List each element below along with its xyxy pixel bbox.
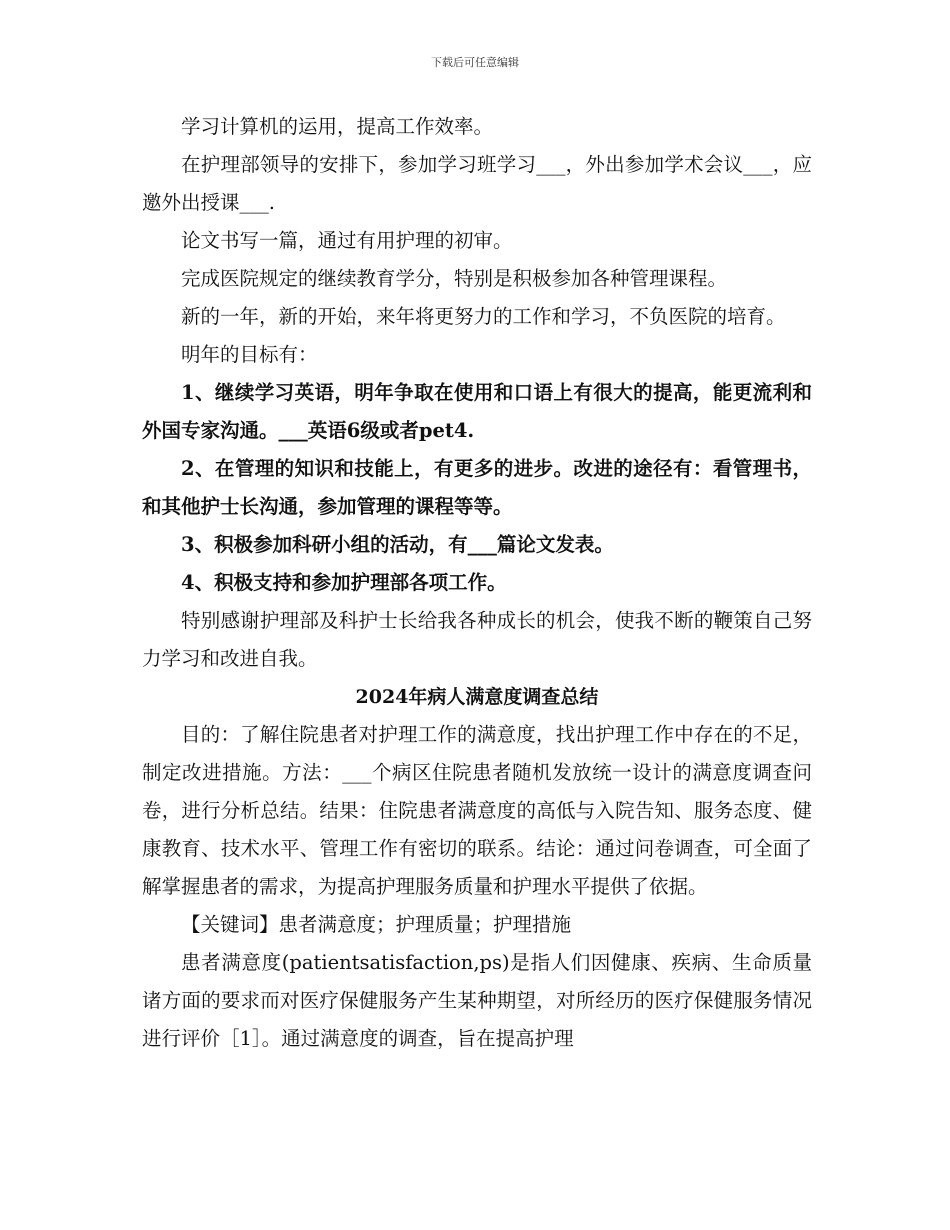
document-body: [142, 108, 812, 1058]
goal-item-3: 3、积极参加科研小组的活动，有___篇论文发表。: [181, 533, 614, 556]
goal-item-1: 1、继续学习英语，明年争取在使用和口语上有很大的提高，能更流利和外国专家沟通。___英语6级或者pet4.: [142, 381, 812, 442]
paragraph-thanks: 特别感谢护理部及科护士长给我各种成长的机会，使我不断的鞭策自己努力学习和改进自我。: [142, 609, 812, 670]
section-title: 2024年病人满意度调查总结: [355, 686, 599, 708]
paragraph-new-year: 新的一年，新的开始，来年将更努力的工作和学习，不负医院的培育。: [181, 305, 786, 328]
paragraph-education: 完成医院规定的继续教育学分，特别是积极参加各种管理课程。: [181, 267, 728, 290]
paragraph-definition: 患者满意度(patientsatisfaction,ps)是指人们因健康、疾病、生命质量诸方面的要求而对医疗保健服务产生某种期望，对所经历的医疗保健服务情况进行评价［1］。通过满意度的调查，旨在提高护理: [142, 951, 812, 1050]
paragraph-abstract: 目的：了解住院患者对护理工作的满意度，找出护理工作中存在的不足，制定改进措施。方法：___个病区住院患者随机发放统一设计的满意度调查问卷，进行分析总结。结果：住院患者满意度的高低与入院告知、服务态度、健康教育、技术水平、管理工作有密切的联系。结论：通过问卷调查，可全面了解掌握患者的需求，为提高护理服务质量和护理水平提供了依据。: [142, 723, 812, 898]
paragraph-computer: 学习计算机的运用，提高工作效率。: [181, 115, 494, 138]
page-header: 下载后可任意编辑: [431, 56, 519, 69]
paragraph-goals-intro: 明年的目标有：: [181, 343, 318, 366]
paragraph-keywords: 【关键词】患者满意度；护理质量；护理措施: [181, 913, 572, 936]
goal-item-4: 4、积极支持和参加护理部各项工作。: [181, 571, 507, 594]
paragraph-training: 在护理部领导的安排下，参加学习班学习___，外出参加学术会议___，应邀外出授课___.: [142, 153, 812, 214]
goal-item-2: 2、在管理的知识和技能上，有更多的进步。改进的途径有：看管理书，和其他护士长沟通，参加管理的课程等等。: [142, 457, 812, 518]
paragraph-thesis: 论文书写一篇，通过有用护理的初审。: [181, 229, 513, 252]
